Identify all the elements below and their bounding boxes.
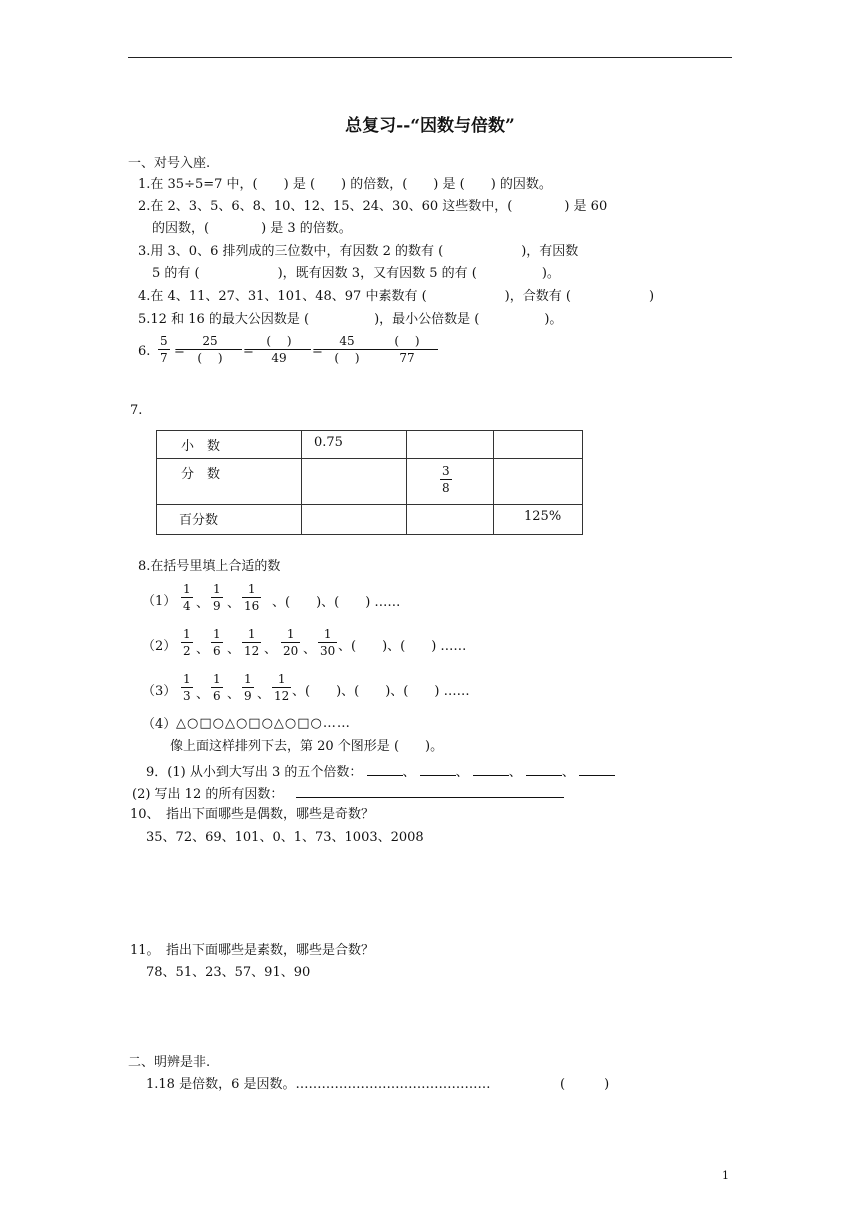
- separator: 、: [227, 642, 241, 657]
- fraction-denominator: 30: [320, 644, 336, 658]
- fraction-numerator: 1: [213, 582, 221, 596]
- question-9-2-prompt: (2) 写出 12 的所有因数：: [132, 787, 284, 802]
- fraction-denominator: 4: [183, 599, 191, 613]
- answer-blank[interactable]: [526, 764, 562, 776]
- answer-blank[interactable]: [473, 764, 509, 776]
- fraction-denominator: 77: [376, 349, 438, 364]
- equals-sign: =: [174, 344, 185, 359]
- q8-2-fraction: [281, 628, 300, 657]
- q8-1-fraction: [211, 583, 223, 612]
- fraction-numerator: 45: [339, 334, 355, 348]
- table-cell-empty: [494, 459, 583, 505]
- question-2-line1: 2.在 2、3、5、6、8、10、12、15、24、30、60 这些数中，( ) 是 60: [138, 199, 608, 214]
- separator: 、: [196, 687, 210, 702]
- q6-fraction-5: [382, 335, 432, 364]
- fraction-denominator: 9: [213, 599, 221, 613]
- question-4: 4.在 4、11、27、31、101、48、97 中素数有 ( )，合数有 ( ): [138, 289, 655, 304]
- q8-1-fraction: [242, 583, 261, 612]
- fraction-numerator: 1: [213, 672, 221, 686]
- fraction-denominator: 49: [247, 349, 311, 364]
- header-rule: [128, 57, 732, 58]
- fraction-denominator: 16: [244, 599, 260, 613]
- table-cell-empty: [407, 431, 494, 459]
- page-number: 1: [722, 1169, 729, 1182]
- question-1: 1.在 35÷5=7 中，( ) 是 ( ) 的倍数，( ) 是 ( ) 的因数。: [138, 177, 552, 192]
- q8-2-fraction: [181, 628, 193, 657]
- table-cell-empty: [494, 431, 583, 459]
- fraction-numerator: 1: [183, 627, 191, 641]
- q8-3-fraction: [211, 673, 223, 702]
- fraction-numerator: 25: [202, 334, 218, 348]
- fraction-numerator: 1: [323, 627, 332, 641]
- question-6-label: 6.: [138, 344, 151, 359]
- table-row: [157, 505, 583, 535]
- q8-3-fraction: [272, 673, 291, 702]
- fraction-denominator: 3: [183, 689, 191, 703]
- equals-sign: =: [243, 344, 254, 359]
- section2-heading: 二、明辨是非.: [128, 1055, 211, 1070]
- fraction-denominator: ( ): [316, 349, 378, 364]
- table-fraction: [440, 465, 452, 494]
- q8-3-label: （3）: [142, 684, 177, 699]
- conversion-table: [156, 430, 583, 535]
- section1-heading: 一、对号入座.: [128, 156, 211, 171]
- q8-2-fraction: [242, 628, 261, 657]
- q6-fraction-given: [158, 335, 170, 364]
- row-label-percent: 百分数: [157, 505, 302, 535]
- q8-4-label: （4）: [142, 717, 177, 732]
- q8-3-blanks: 、( )、( )、( ) ……: [292, 684, 470, 699]
- fraction-numerator: 5: [160, 334, 168, 348]
- question-9-line2: [132, 786, 564, 801]
- answer-blank[interactable]: [367, 764, 403, 776]
- cell-decimal-value: 0.75: [302, 431, 407, 459]
- question-11-numbers: 78、51、23、57、91、90: [146, 965, 311, 980]
- question-10-numbers: 35、72、69、101、0、1、73、1003、2008: [146, 830, 424, 845]
- cell-fraction: [407, 459, 494, 505]
- fraction-numerator: ( ): [266, 334, 292, 348]
- fraction-denominator: 9: [244, 689, 252, 703]
- equals-sign: =: [312, 344, 323, 359]
- fraction-denominator: 6: [213, 689, 221, 703]
- q8-4-shape-sequence: △○□○△○□○△○□○……: [176, 716, 351, 731]
- table-row: [157, 431, 583, 459]
- q6-fraction-3: [253, 335, 305, 364]
- separator: 、: [303, 642, 317, 657]
- separator: 、: [264, 642, 278, 657]
- question-8-heading: 8.在括号里填上合适的数: [138, 559, 281, 574]
- q8-2-fraction: [318, 628, 337, 657]
- separator: 、: [257, 687, 271, 702]
- fraction-numerator: 1: [247, 627, 256, 641]
- fraction-numerator: 1: [247, 582, 256, 596]
- separator: 、: [227, 687, 241, 702]
- row-label-decimal: 小 数: [157, 431, 302, 459]
- question-5: 5.12 和 16 的最大公因数是 ( )，最小公倍数是 ( )。: [138, 312, 563, 327]
- q8-2-blanks: 、( )、( ) ……: [338, 639, 467, 654]
- fraction-numerator: ( ): [394, 334, 420, 348]
- q8-4-question: 像上面这样排列下去，第 20 个图形是 ( )。: [170, 739, 444, 754]
- q8-1-fraction: [181, 583, 193, 612]
- separator: 、: [196, 596, 210, 611]
- fraction-denominator: 8: [442, 481, 450, 495]
- q8-1-blanks: 、( )、( ) ……: [272, 595, 401, 610]
- fraction-numerator: 1: [213, 627, 221, 641]
- answer-blank[interactable]: [579, 764, 615, 776]
- q8-3-fraction: [242, 673, 254, 702]
- fraction-denominator: 12: [274, 689, 290, 703]
- cell-percent-value: 125%: [494, 505, 583, 535]
- table-cell-empty: [302, 459, 407, 505]
- fraction-numerator: 1: [183, 672, 191, 686]
- question-2-line2: 的因数，( ) 是 3 的倍数。: [152, 221, 352, 236]
- fraction-denominator: 2: [183, 644, 191, 658]
- fraction-denominator: 20: [283, 644, 299, 658]
- separator: 、: [196, 642, 210, 657]
- table-cell-empty: [302, 505, 407, 535]
- section2-question-1: 1.18 是倍数，6 是因数。………………………………………: [146, 1077, 491, 1092]
- fraction-numerator: 1: [183, 582, 191, 596]
- table-cell-empty: [407, 505, 494, 535]
- q8-2-fraction: [211, 628, 223, 657]
- table-row: [157, 459, 583, 505]
- fraction-denominator: 12: [244, 644, 260, 658]
- fraction-numerator: 1: [286, 627, 295, 641]
- fraction-numerator: 3: [442, 464, 450, 478]
- q8-3-fraction: [181, 673, 193, 702]
- answer-blank[interactable]: [420, 764, 456, 776]
- row-label-fraction: 分 数: [157, 459, 302, 505]
- q8-2-label: （2）: [142, 639, 177, 654]
- q6-fraction-2: [184, 335, 236, 364]
- fraction-denominator: 7: [160, 351, 168, 365]
- fraction-denominator: 6: [213, 644, 221, 658]
- fraction-numerator: 1: [277, 672, 286, 686]
- fraction-denominator: ( ): [178, 349, 242, 364]
- question-9-line1: 9．(1) 从小到大写出 3 的五个倍数： 、 、 、 、: [146, 764, 615, 779]
- answer-blank[interactable]: ( ): [560, 1077, 610, 1092]
- question-11-heading: 11。 指出下面哪些是素数，哪些是合数？: [130, 943, 375, 958]
- answer-blank[interactable]: [296, 786, 564, 798]
- q8-1-label: （1）: [142, 594, 177, 609]
- question-3-line2: 5 的有 ( )，既有因数 3，又有因数 5 的有 ( )。: [152, 266, 560, 281]
- fraction-numerator: 1: [244, 672, 252, 686]
- question-7-label: 7.: [130, 403, 143, 418]
- question-9-prompt: 9．(1) 从小到大写出 3 的五个倍数：: [146, 765, 363, 780]
- separator: 、: [227, 596, 241, 611]
- question-3-line1: 3.用 3、0、6 排列成的三位数中，有因数 2 的数有 ( )，有因数: [138, 244, 579, 259]
- page-title: 总复习--“因数与倍数”: [345, 116, 515, 136]
- question-10-heading: 10、 指出下面哪些是偶数，哪些是奇数？: [130, 807, 375, 822]
- q6-fraction-4: [322, 335, 372, 364]
